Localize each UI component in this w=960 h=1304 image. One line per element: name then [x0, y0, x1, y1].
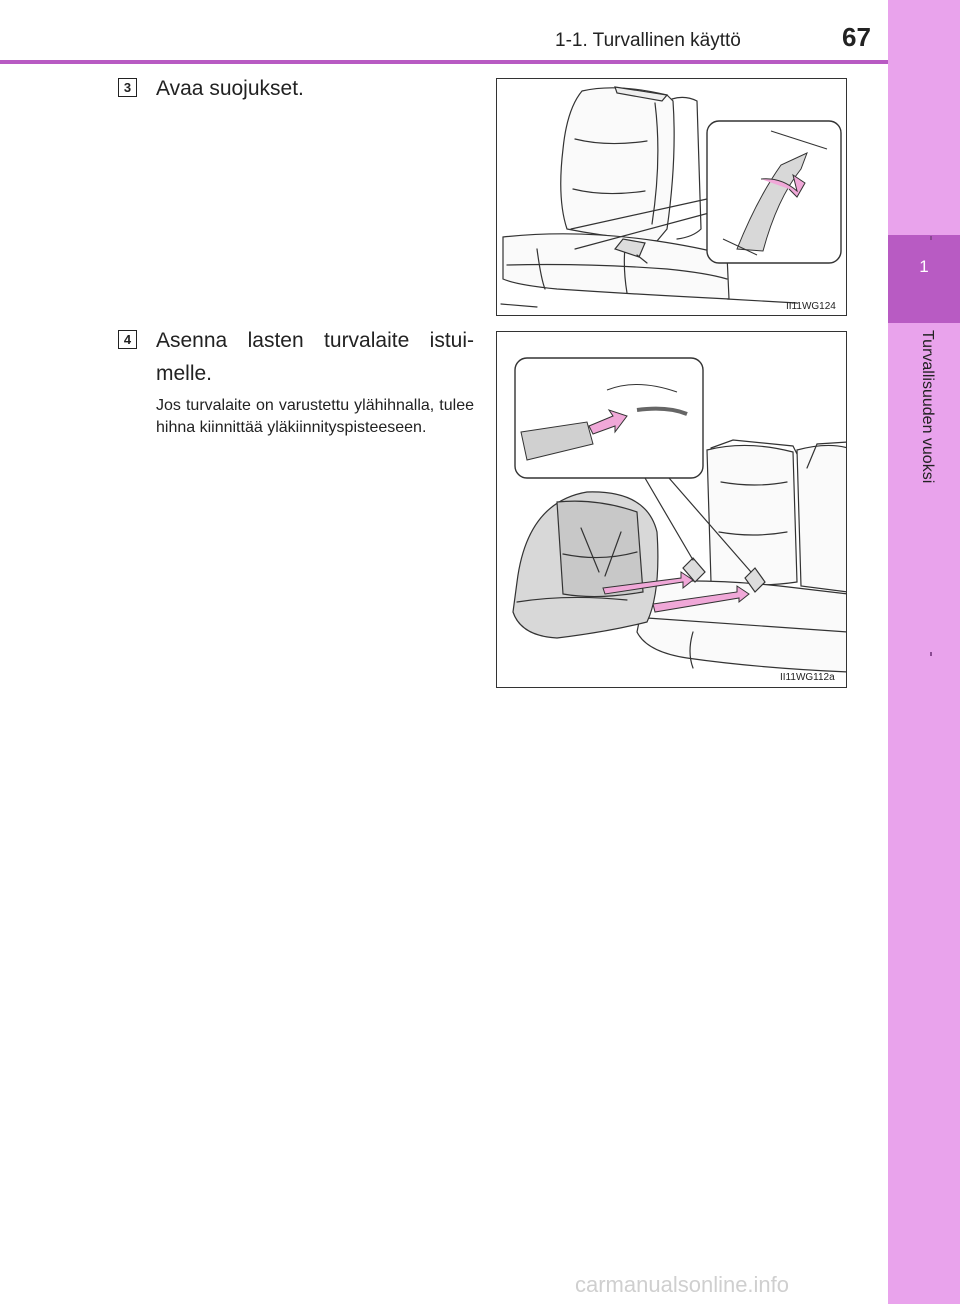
child-seat-illustration: [497, 332, 847, 688]
header-rule: [0, 60, 888, 64]
page-number: 67: [842, 22, 871, 52]
step-number-badge: 4: [118, 330, 137, 349]
figure-code: II11WG124: [786, 301, 836, 312]
step-instruction: Avaa suojukset.: [156, 77, 304, 100]
chapter-tab-active: [888, 235, 960, 323]
figure-install-child-seat: [496, 331, 847, 688]
figure-code: II11WG112a: [780, 672, 835, 683]
watermark: carmanualsonline.info: [575, 1272, 790, 1297]
sidebar-tick: [930, 652, 932, 656]
chapter-sidebar: [888, 0, 960, 1304]
step-instruction-line: melle.: [156, 362, 213, 385]
seat-cover-illustration: [497, 79, 847, 316]
section-title: 1-1. Turvallinen käyttö: [555, 30, 741, 51]
sidebar-tick: [930, 236, 932, 240]
figure-open-covers: [496, 78, 847, 316]
step-note: Jos turvalaite on varustettu ylähihnalla, tulee hihna kiinnittää yläkiinnityspisteeseen.: [156, 397, 474, 436]
step-instruction-line: Asenna lasten turvalaite istui-: [156, 329, 474, 352]
chapter-number: 1: [919, 257, 929, 276]
chapter-title: [912, 330, 942, 590]
step-number-badge: 3: [118, 78, 137, 97]
step-instruction: [156, 324, 474, 390]
chapter-title-text: Turvallisuuden vuoksi: [919, 330, 936, 484]
